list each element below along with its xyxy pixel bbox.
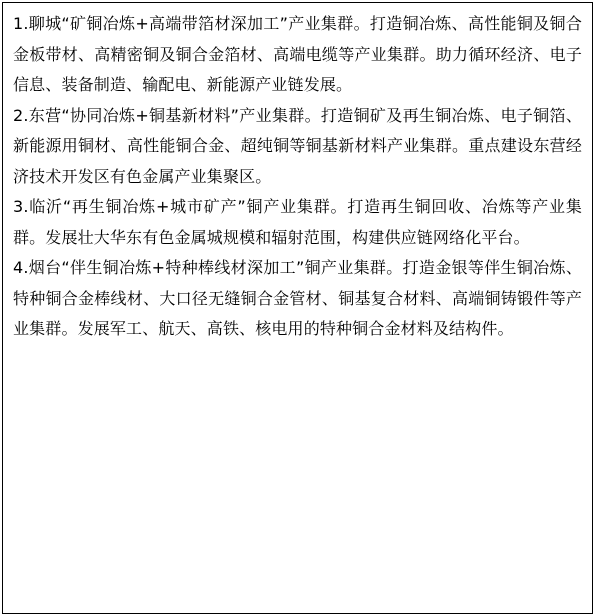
paragraph-linyi: 3.临沂“再生铜冶炼+城市矿产”铜产业集群。打造再生铜回收、冶炼等产业集群。发展壮大华东有色金属城规模和辐射范围，构建供应链网络化平台。 <box>13 197 582 247</box>
paragraph-yantai: 4.烟台“伴生铜冶炼+特种棒线材深加工”铜产业集群。打造金银等伴生铜冶炼、特种铜合金棒线材、大口径无缝铜合金管材、铜基复合材料、高端铜铸锻件等产业集群。发展军工、航天、高铁、核电用的特种铜合金材料及结构件。 <box>13 258 582 338</box>
paragraph-dongying: 2.东营“协同冶炼+铜基新材料”产业集群。打造铜矿及再生铜冶炼、电子铜箔、新能源用铜材、高性能铜合金、超纯铜等铜基新材料产业集群。重点建设东营经济技术开发区有色金属产业集聚区。 <box>13 105 582 186</box>
paragraph-liaocheng: 1.聊城“矿铜冶炼+高端带箔材深加工”产业集群。打造铜冶炼、高性能铜及铜合金板带材、高精密铜及铜合金箔材、高端电缆等产业集群。助力循环经济、电子信息、装备制造、输配电、新能源产业链发展。 <box>13 14 582 94</box>
text-box <box>2 2 593 614</box>
